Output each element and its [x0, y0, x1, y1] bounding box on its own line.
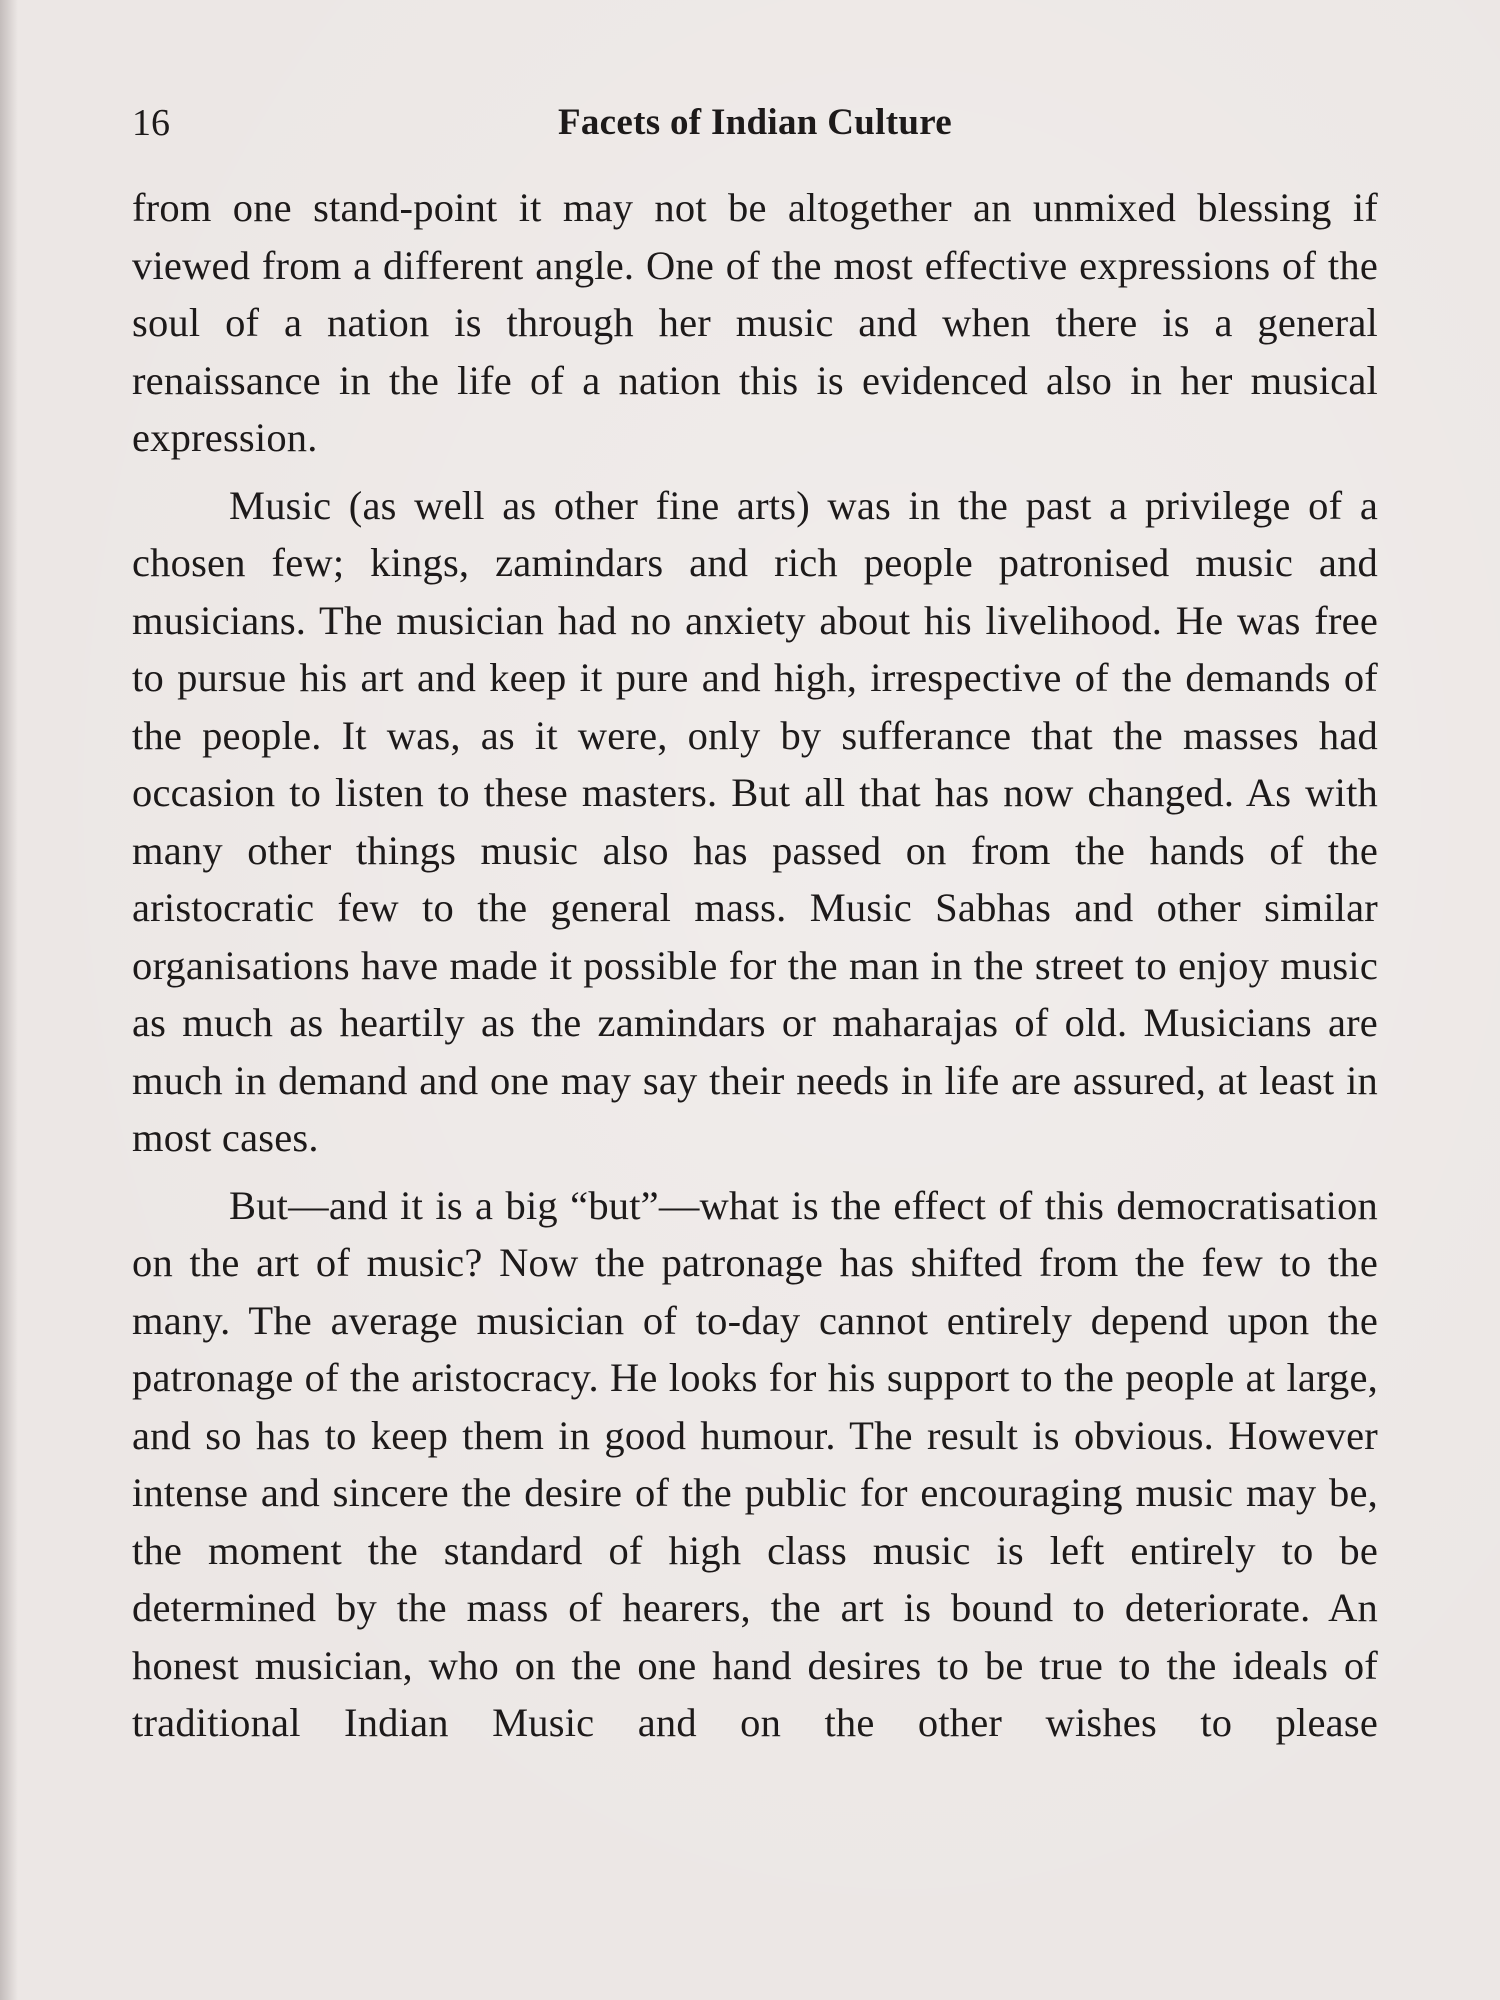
running-title: Facets of Indian Culture — [557, 102, 952, 143]
paragraph-3: But—and it is a big “but”—what is the effect of this democratisation on the art of music? Now the patronage has shifted from the few to the many. The average musician of to-day cannot entirely depend upon the patronage of the aristocracy. He looks for his support to the people at large, and so has to keep them in good humour. The result is obvious. However intense and sincere the desire of the public for encouraging music may be, the moment the standard of high class music is left entirely to be determined by the mass of hearers, the art is bound to deteriorate. An honest musician, who on the one hand desires to be true to the ideals of traditional Indian Music and on the other wishes to please — [132, 1182, 1378, 1745]
running-header — [132, 95, 1378, 151]
body-text — [132, 179, 1378, 1762]
paragraph-2: Music (as well as other fine arts) was in the past a privilege of a chosen few; kings, zamindars and rich people patronised music and musicians. The musician had no anxiety about his livelihood. He was free to pursue his art and keep it pure and high, irrespective of the demands of the people. It was, as it were, only by sufferance that the masses had occasion to listen to these masters. But all that has now changed. As with many other things music also has passed on from the hands of the aristocratic few to the general mass. Music Sabhas and other similar organisations have made it possible for the man in the street to enjoy music as much as heartily as the zamindars or maharajas of old. Musicians are much in demand and one may say their needs in life are assured, at least in most cases. — [132, 482, 1378, 1160]
paragraph-1: from one stand-point it may not be altogether an unmixed blessing if viewed from a different angle. One of the most effective expressions of the soul of a nation is through her music and when there is a general renaissance in the life of a nation this is evidenced also in her musical expression. — [132, 185, 1378, 460]
page-number: 16 — [132, 102, 170, 144]
binding-shadow — [0, 0, 18, 2000]
